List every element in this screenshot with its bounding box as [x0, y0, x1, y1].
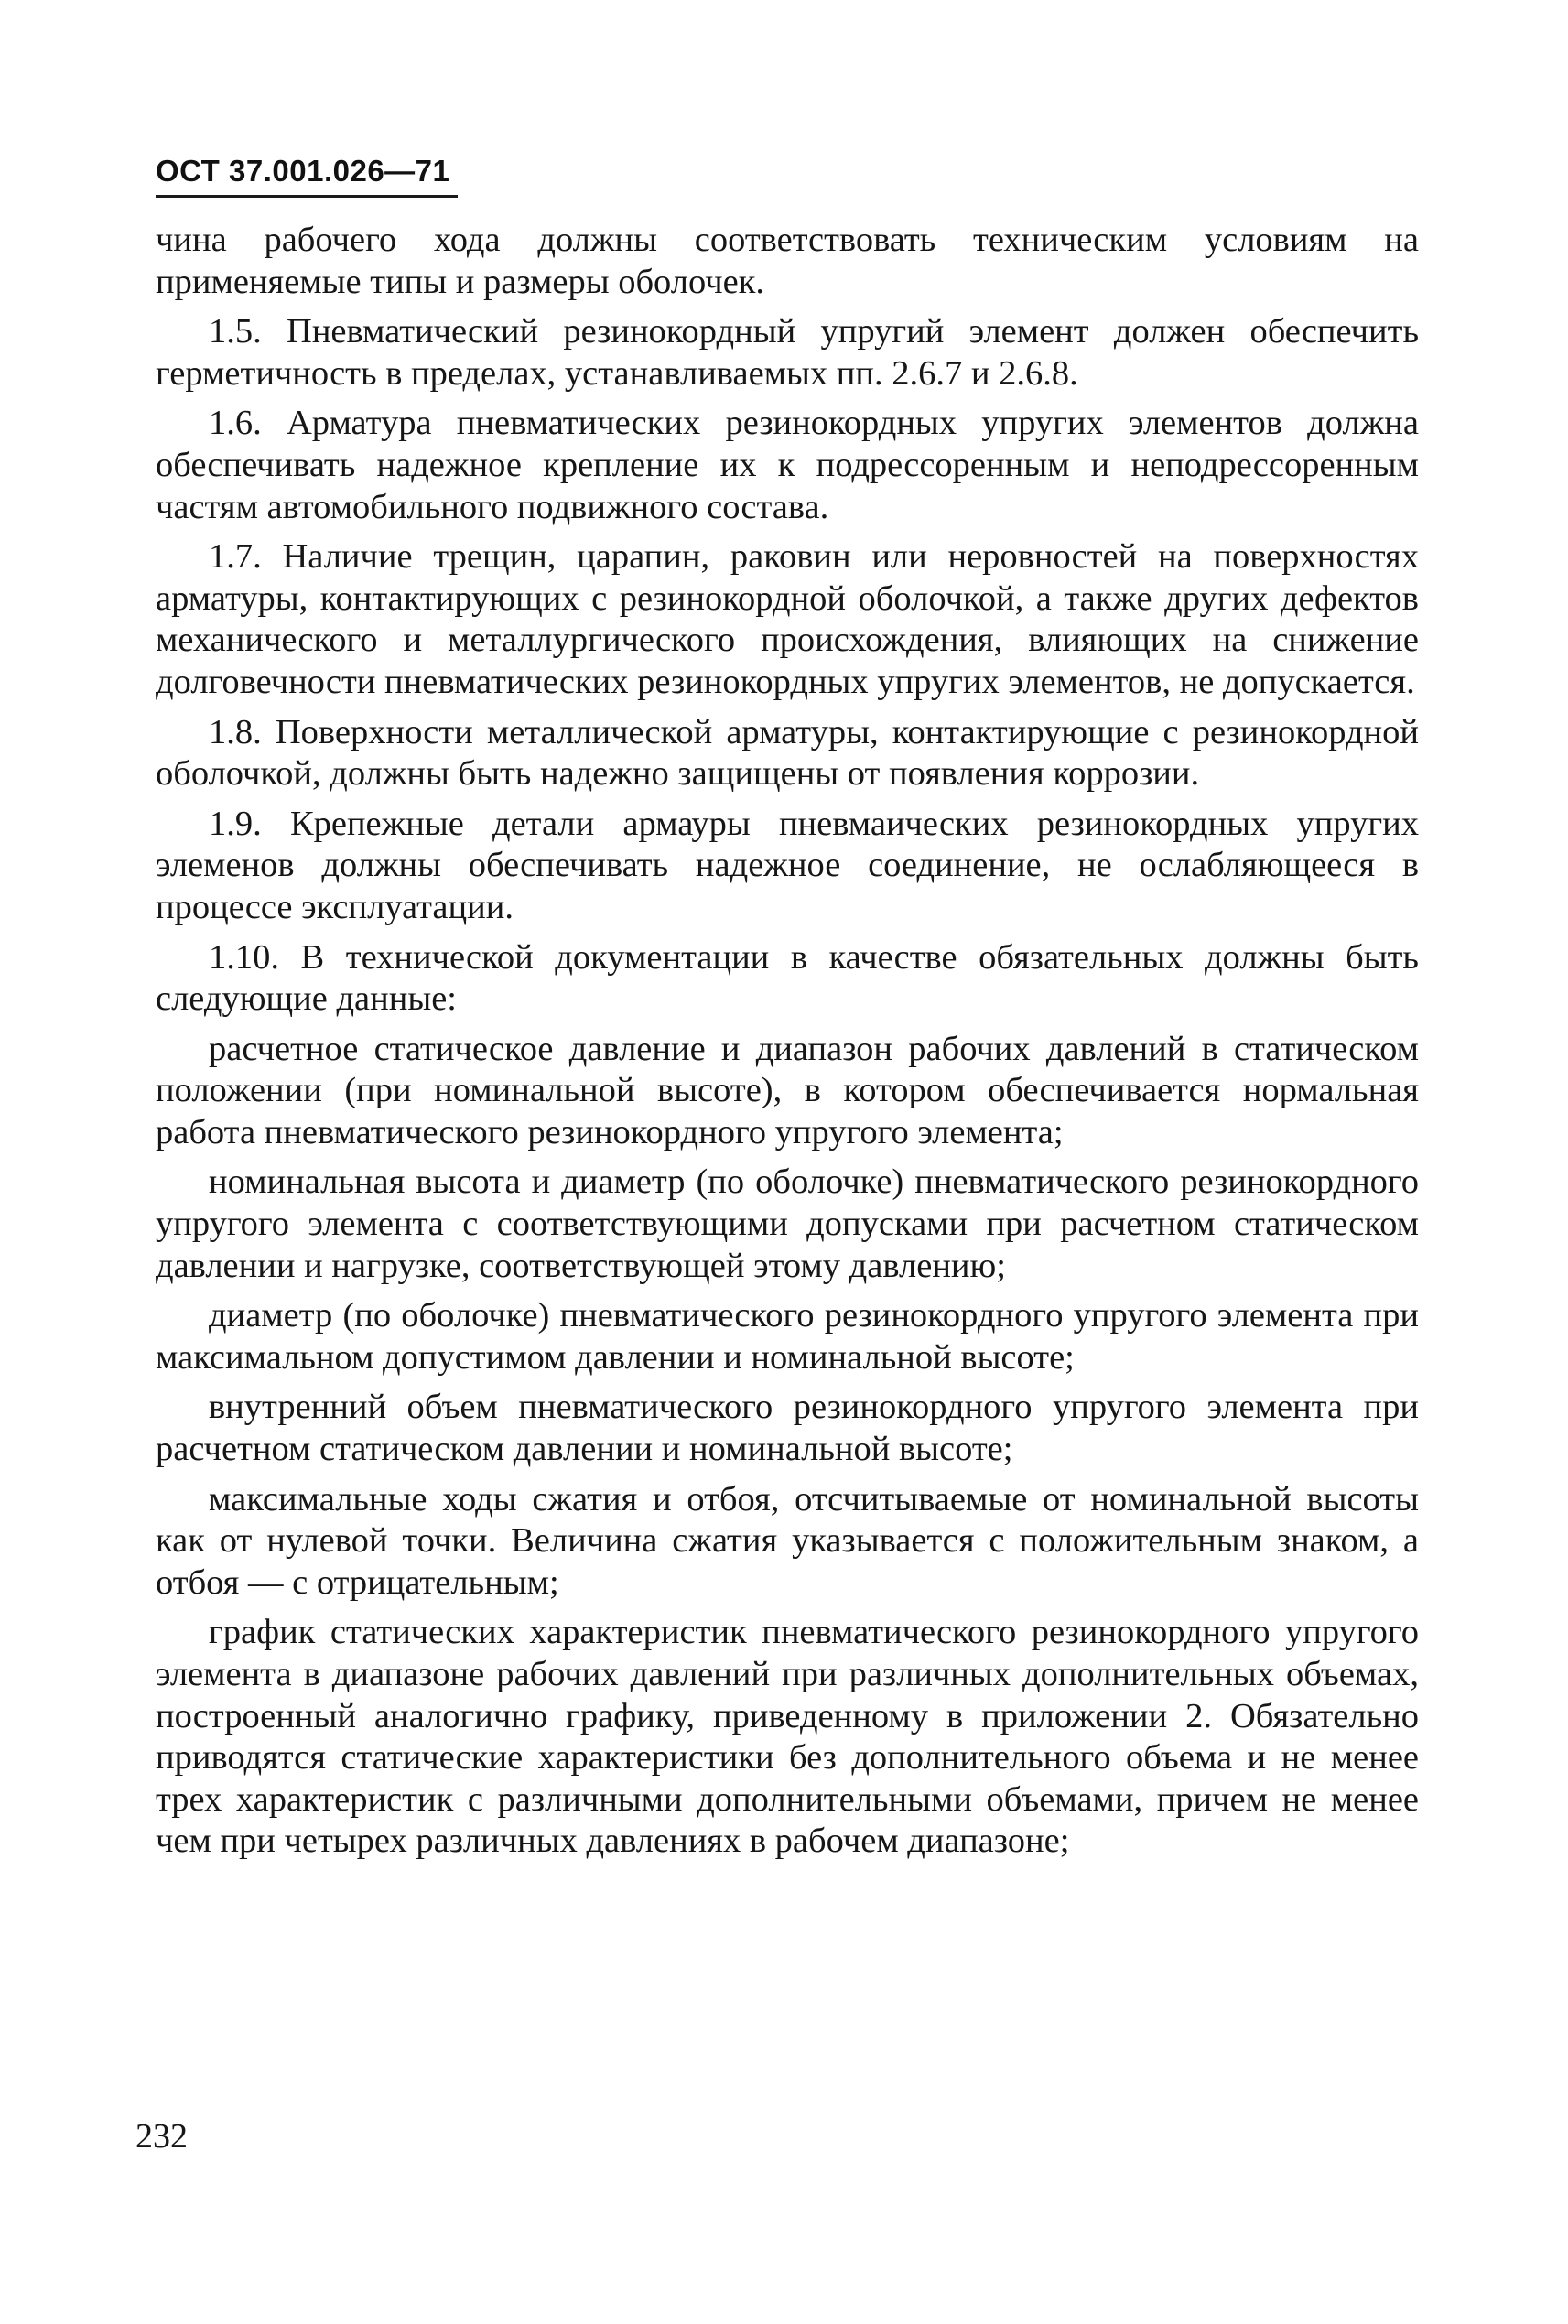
list-item-nominal-height: номинальная высота и диаметр (по оболочке) пневматического резинокордного упругого элемента с соответствующими допусками при расчетном статическом давлении и нагрузке, соответствующей этому давлению;: [156, 1162, 1419, 1285]
list-item-internal-volume: внутренний объем пневматического резинокордного упругого элемента при расчетном статическом давлении и номинальной высоте;: [156, 1388, 1419, 1469]
paragraph-1-7: 1.7. Наличие трещин, царапин, раковин или неровностей на поверхностях арматуры, контактирующих с резинокордной оболочкой, а также других дефектов механического и металлургического происхождения, влияющих на снижение долговечности пневматических резинокордных упругих элементов, не допускается.: [156, 537, 1419, 701]
list-item-max-diameter: диаметр (по оболочке) пневматического резинокордного упругого элемента при максимальном допустимом давлении и номинальной высоте;: [156, 1296, 1419, 1377]
list-item-static-pressure: расчетное статическое давление и диапазон рабочих давлений в статическом положении (при номинальной высоте), в котором обеспечивается нормальная работа пневматического резинокордного упругого элемента;: [156, 1029, 1419, 1151]
page-number: 232: [135, 2117, 188, 2156]
standard-code-header: ОСТ 37.001.026—71: [156, 154, 450, 188]
list-item-max-strokes: максимальные ходы сжатия и отбоя, отсчитываемые от номинальной высоты как от нулевой точки. Величина сжатия указывается с положительным знаком, а отбоя — с отрицательным;: [156, 1479, 1419, 1602]
document-body: [156, 220, 1419, 1863]
paragraph-1-5: 1.5. Пневматический резинокордный упругий элемент должен обеспечить герметичность в пределах, устанавливаемых пп. 2.6.7 и 2.6.8.: [156, 312, 1419, 393]
paragraph-1-10: 1.10. В технической документации в качестве обязательных должны быть следующие данные:: [156, 937, 1419, 1019]
header-underline: [156, 195, 458, 198]
list-item-characteristics-graph: график статических характеристик пневматического резинокордного упругого элемента в диапазоне рабочих давлений при различных дополнительных объемах, построенный аналогично графику, приведенному в приложении 2. Обязательно приводятся статические характеристики без дополнительного объема и не менее трех характеристик с различными дополнительными объемами, причем не менее чем при четырех различных давлениях в рабочем диапазоне;: [156, 1613, 1419, 1861]
paragraph-1-8: 1.8. Поверхности металлической арматуры, контактирующие с резинокордной оболочкой, должны быть надежно защищены от появления коррозии.: [156, 712, 1419, 794]
paragraph-1-9: 1.9. Крепежные детали армауры пневмаических резинокордных упругих элеменов должны обеспечивать надежное соединение, не ослабляющееся в процессе эксплуатации.: [156, 804, 1419, 926]
paragraph-continuation: чина рабочего хода должны соответствовать техническим условиям на применяемые типы и размеры оболочек.: [156, 221, 1419, 301]
paragraph-1-6: 1.6. Арматура пневматических резинокордных упругих элементов должна обеспечивать надежное крепление их к подрессоренным и неподрессоренным частям автомобильного подвижного состава.: [156, 404, 1419, 526]
